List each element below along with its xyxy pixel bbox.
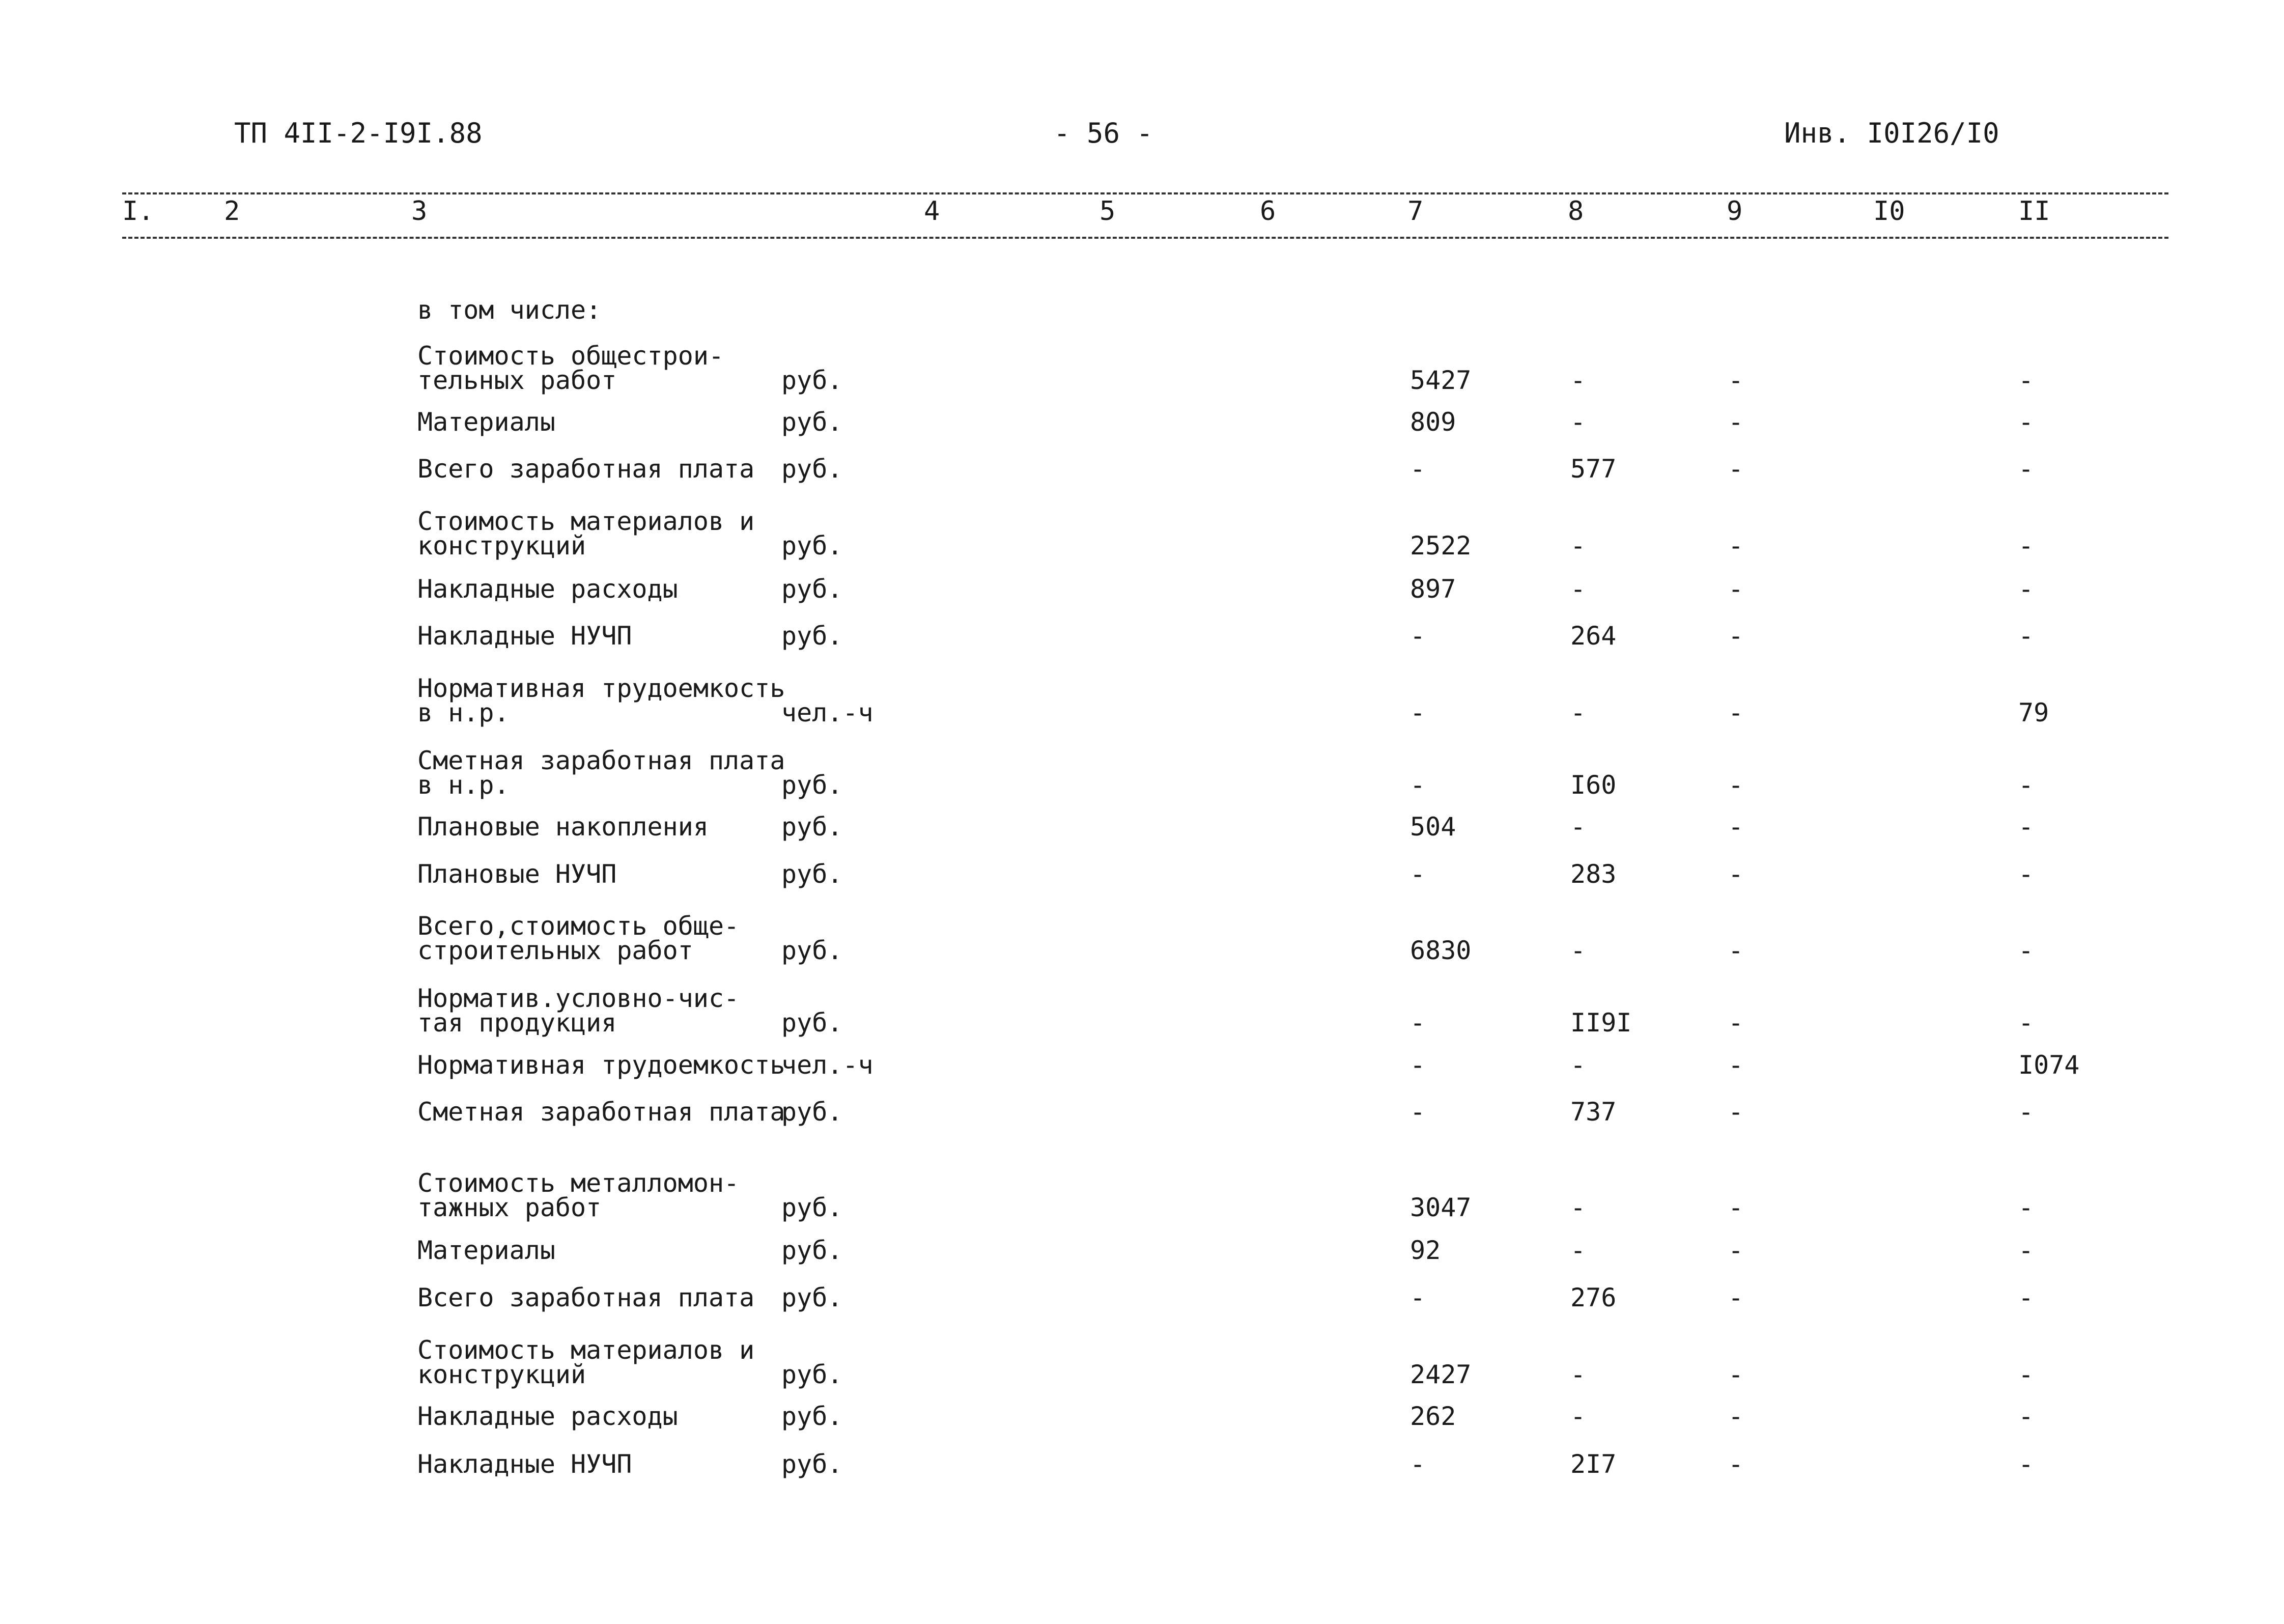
row-label: Накладные расходы — [417, 1402, 678, 1431]
row-value-c7: 92 — [1410, 1236, 1441, 1265]
column-number: 4 — [924, 196, 940, 227]
column-number: 5 — [1099, 196, 1116, 227]
row-value-c8: I60 — [1570, 770, 1617, 800]
row-label: Материалы — [417, 1236, 555, 1265]
section-title: в том числе: — [417, 295, 602, 325]
row-unit: чел.-ч — [781, 1050, 873, 1080]
row-value-c11: - — [2018, 1236, 2034, 1265]
doc-code: ТП 4II-2-I9I.88 — [234, 117, 483, 149]
row-label: Накладные расходы — [417, 574, 678, 604]
row-label: Норматив.условно-чис- тая продукция — [417, 984, 740, 1038]
row-value-c7: - — [1410, 1449, 1426, 1479]
row-unit: руб. — [781, 1193, 843, 1222]
row-label: Нормативная трудоемкость — [417, 1050, 785, 1080]
row-unit: руб. — [781, 366, 843, 395]
column-number: 3 — [411, 196, 428, 227]
row-value-c11: - — [2018, 1402, 2034, 1431]
row-label: Сметная заработная плата в н.р. — [417, 746, 785, 800]
row-value-c11: - — [2018, 1008, 2034, 1038]
row-value-c9: - — [1728, 1097, 1744, 1127]
row-label: Материалы — [417, 407, 555, 437]
row-label: Накладные НУЧП — [417, 621, 632, 651]
row-value-c7: 6830 — [1410, 936, 1472, 965]
row-unit: руб. — [781, 454, 843, 484]
row-value-c8: - — [1570, 574, 1586, 604]
row-value-c7: - — [1410, 859, 1426, 889]
row-value-c8: 2I7 — [1570, 1449, 1617, 1479]
row-unit: руб. — [781, 621, 843, 651]
row-value-c8: - — [1570, 531, 1586, 561]
row-value-c8: - — [1570, 812, 1586, 842]
row-value-c7: 897 — [1410, 574, 1456, 604]
row-label: Сметная заработная плата — [417, 1097, 785, 1127]
row-unit: руб. — [781, 531, 843, 561]
row-unit: руб. — [781, 770, 843, 800]
row-value-c8: - — [1570, 1360, 1586, 1389]
row-unit: руб. — [781, 859, 843, 889]
row-value-c11: - — [2018, 1193, 2034, 1222]
row-value-c9: - — [1728, 812, 1744, 842]
row-label: Плановые накопления — [417, 812, 709, 842]
row-value-c8: - — [1570, 1402, 1586, 1431]
page-number: - 56 - — [1054, 117, 1153, 149]
row-value-c7: 262 — [1410, 1402, 1456, 1431]
row-value-c7: - — [1410, 1283, 1426, 1312]
row-value-c9: - — [1728, 366, 1744, 395]
row-label: Всего заработная плата — [417, 1283, 755, 1312]
row-value-c8: - — [1570, 407, 1586, 437]
column-number: 2 — [224, 196, 240, 227]
row-value-c11: - — [2018, 1283, 2034, 1312]
row-value-c9: - — [1728, 1236, 1744, 1265]
row-value-c9: - — [1728, 1402, 1744, 1431]
row-value-c7: 2427 — [1410, 1360, 1472, 1389]
row-value-c7: - — [1410, 770, 1426, 800]
row-value-c11: - — [2018, 366, 2034, 395]
row-value-c9: - — [1728, 574, 1744, 604]
row-value-c8: 737 — [1570, 1097, 1617, 1127]
row-value-c9: - — [1728, 1008, 1744, 1038]
row-unit: руб. — [781, 1008, 843, 1038]
row-value-c11: - — [2018, 454, 2034, 484]
row-value-c7: 504 — [1410, 812, 1456, 842]
column-number: 7 — [1407, 196, 1424, 227]
row-unit: руб. — [781, 1360, 843, 1389]
column-number: 6 — [1260, 196, 1276, 227]
row-value-c11: - — [2018, 574, 2034, 604]
row-value-c9: - — [1728, 1449, 1744, 1479]
column-number: I. — [122, 196, 154, 227]
row-value-c11: - — [2018, 812, 2034, 842]
row-unit: руб. — [781, 936, 843, 965]
row-value-c8: - — [1570, 1193, 1586, 1222]
row-unit: руб. — [781, 1236, 843, 1265]
row-value-c11: - — [2018, 1449, 2034, 1479]
row-label: Стоимость металломон- тажных работ — [417, 1168, 740, 1222]
row-unit: руб. — [781, 1449, 843, 1479]
row-value-c7: 3047 — [1410, 1193, 1472, 1222]
column-number: I0 — [1873, 196, 1905, 227]
row-value-c8: II9I — [1570, 1008, 1632, 1038]
row-value-c8: - — [1570, 366, 1586, 395]
row-value-c7: 5427 — [1410, 366, 1472, 395]
row-label: Стоимость общестрои- тельных работ — [417, 341, 724, 395]
row-value-c11: - — [2018, 1360, 2034, 1389]
row-unit: руб. — [781, 812, 843, 842]
row-unit: руб. — [781, 1283, 843, 1312]
row-value-c11: I074 — [2018, 1050, 2080, 1080]
row-value-c8: 283 — [1570, 859, 1617, 889]
row-value-c11: - — [2018, 770, 2034, 800]
row-value-c11: - — [2018, 936, 2034, 965]
column-number: 9 — [1727, 196, 1743, 227]
row-value-c11: - — [2018, 621, 2034, 651]
header-rule-top — [122, 192, 2168, 194]
row-value-c9: - — [1728, 698, 1744, 727]
row-unit: чел.-ч — [781, 698, 873, 727]
row-value-c7: - — [1410, 698, 1426, 727]
row-label: Стоимость материалов и конструкций — [417, 507, 755, 561]
row-value-c8: - — [1570, 936, 1586, 965]
row-value-c8: 264 — [1570, 621, 1617, 651]
row-value-c8: 276 — [1570, 1283, 1617, 1312]
row-value-c11: - — [2018, 407, 2034, 437]
row-value-c9: - — [1728, 454, 1744, 484]
row-value-c7: - — [1410, 621, 1426, 651]
row-unit: руб. — [781, 1097, 843, 1127]
row-value-c9: - — [1728, 1050, 1744, 1080]
row-label: Всего,стоимость обще- строительных работ — [417, 911, 740, 965]
row-label: Стоимость материалов и конструкций — [417, 1335, 755, 1389]
column-number: II — [2018, 196, 2050, 227]
row-value-c8: - — [1570, 1050, 1586, 1080]
column-number: 8 — [1568, 196, 1584, 227]
row-value-c9: - — [1728, 407, 1744, 437]
row-value-c9: - — [1728, 1360, 1744, 1389]
row-label: Нормативная трудоемкость в н.р. — [417, 674, 785, 727]
row-value-c11: - — [2018, 859, 2034, 889]
row-value-c9: - — [1728, 621, 1744, 651]
row-value-c9: - — [1728, 1193, 1744, 1222]
row-label: Накладные НУЧП — [417, 1449, 632, 1479]
row-value-c7: - — [1410, 1008, 1426, 1038]
row-unit: руб. — [781, 1402, 843, 1431]
row-value-c7: - — [1410, 1097, 1426, 1127]
row-value-c8: 577 — [1570, 454, 1617, 484]
row-value-c11: - — [2018, 1097, 2034, 1127]
row-value-c9: - — [1728, 531, 1744, 561]
row-value-c11: 79 — [2018, 698, 2049, 727]
row-value-c8: - — [1570, 698, 1586, 727]
row-value-c8: - — [1570, 1236, 1586, 1265]
row-label: Всего заработная плата — [417, 454, 755, 484]
row-value-c9: - — [1728, 770, 1744, 800]
row-value-c9: - — [1728, 936, 1744, 965]
row-label: Плановые НУЧП — [417, 859, 617, 889]
row-unit: руб. — [781, 407, 843, 437]
row-value-c7: - — [1410, 454, 1426, 484]
header-rule-bottom — [122, 237, 2168, 239]
row-unit: руб. — [781, 574, 843, 604]
row-value-c7: 2522 — [1410, 531, 1472, 561]
row-value-c9: - — [1728, 859, 1744, 889]
row-value-c9: - — [1728, 1283, 1744, 1312]
row-value-c7: - — [1410, 1050, 1426, 1080]
row-value-c7: 809 — [1410, 407, 1456, 437]
row-value-c11: - — [2018, 531, 2034, 561]
inventory-number: Инв. I0I26/I0 — [1784, 117, 1999, 149]
